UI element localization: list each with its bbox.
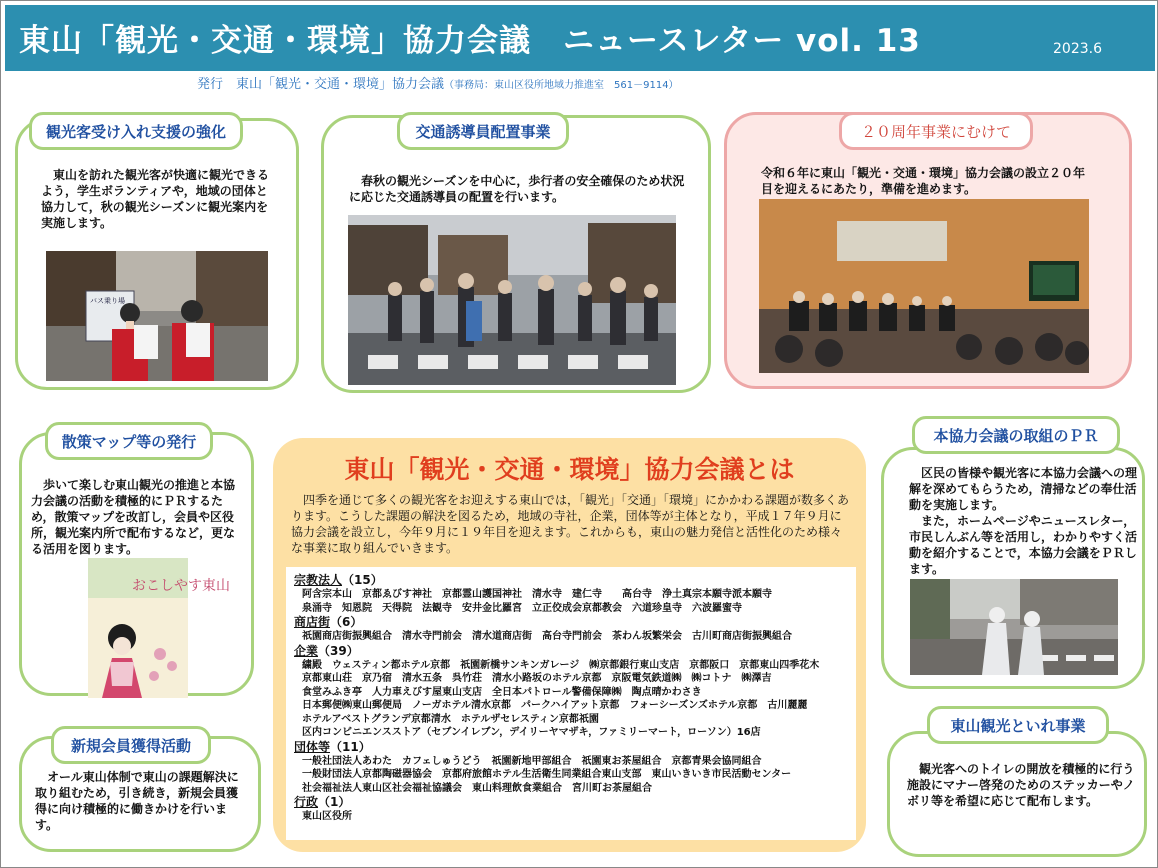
member-category-heading (294, 644, 848, 659)
member-category-heading (294, 795, 848, 810)
member-category-name: 宗教法人 (294, 573, 343, 587)
member-category-name: 行政 (294, 795, 319, 809)
conference-photo (759, 199, 1089, 373)
member-list-line: 繍殿 ウェスティン都ホテル京都 祇園新橋サンキンガレージ ㈱京都銀行東山支店 京都阪口 京都東山四季花木 (302, 659, 820, 671)
anniversary-heading: ２０周年事業にむけて (839, 112, 1033, 150)
traffic-guide-text: 春秋の観光シーズンを中心に，歩行者の安全確保のため状況に応じた交通誘導員の配置を行います。 (349, 174, 685, 204)
member-list-line: ホテルアベストグランデ京都清水 ホテルザセレスティン京都祇園 (302, 713, 599, 725)
anniversary-text: 令和６年に東山「観光・交通・環境」協力会議の設立２０年目を迎えるにあたり，準備を進めます。 (761, 166, 1086, 196)
bus-stop-sign-text: バス乗り場 (90, 297, 125, 305)
walking-map-heading: 散策マップ等の発行 (45, 422, 213, 460)
member-category-heading (294, 615, 848, 630)
issue-date: 2023.6 (1053, 41, 1102, 57)
member-list-line: 泉涌寺 知恩院 天得院 法観寺 安井金比羅宮 立正佼成会京都教会 六道珍皇寺 六波羅蜜寺 (302, 602, 742, 614)
member-list-line: 東山区役所 (302, 811, 352, 822)
member-category-count: （6） (330, 615, 363, 629)
member-list-line: 祇園商店街振興組合 清水寺門前会 清水道商店街 高台寺門前会 茶わん坂繁栄会 古川町商店街振興組合 (302, 631, 792, 642)
member-category-heading (294, 573, 848, 588)
crosswalk-photo (348, 215, 676, 385)
publisher-name: 発行 東山「観光・交通・環境」協力会議 (197, 77, 445, 92)
member-list-line: 社会福祉法人東山区社会福祉協議会 東山料理飲食業組合 宮川町お茶屋組合 (302, 782, 652, 794)
member-category-name: 団体等 (294, 739, 331, 754)
member-list-line: 食堂みふき亭 人力車えびす屋東山支店 全日本パトロール警備保障㈱ 陶点晴かわさき (302, 686, 702, 698)
publisher-line (197, 73, 679, 92)
member-list-line: 一般社団法人あわた カフェしゅうどう 祇園新地甲部組合 祇園東お茶屋組合 京都青果会協同組合 (302, 755, 762, 767)
member-list-line: 阿含宗本山 京都ゑびす神社 京都霊山護国神社 清水寺 建仁寺 高台寺 浄土真宗本願寺派本願寺 (302, 589, 772, 600)
member-list-line: 京都東山荘 京乃宿 清水五条 呉竹荘 清水小路坂のホテル京都 京阪電気鉄道㈱ ㈱コトナ ㈱澤吉 (302, 673, 772, 684)
map-cover-image (88, 558, 230, 698)
map-cover-text: おこしやす東山 (132, 578, 230, 594)
toilet-heading: 東山観光といれ事業 (927, 706, 1109, 744)
member-list (286, 567, 856, 840)
pr-heading: 本協力会議の取組のＰＲ (912, 416, 1120, 454)
header-banner (5, 5, 1155, 71)
newsletter-title: 東山「観光・交通・環境」協力会議 ニュースレター vol. 13 (19, 23, 921, 59)
member-list-line: 区内コンビニエンスストア（セブンイレブン，デイリーヤマザキ，ファミリーマート，ローソン）16店 (302, 727, 761, 738)
tourist-support-heading: 観光客受け入れ支援の強化 (29, 112, 243, 150)
tourist-guide-photo (46, 251, 268, 381)
council-overview-intro: 四季を通じて多くの観光客をお迎えする東山では，「観光」「交通」「環境」にかかわる課題が数多くあります。こうした課題の解決を図るため，地域の寺社，企業，団体等が主体となり，平成１７年９月に協力会議を設立し，今年９月に１９年目を迎えます。これからも，東山の魅力発信と活性化のため様々な事業に取り組んでいきます。 (291, 493, 850, 555)
walking-map-text: 歩いて楽しむ東山観光の推進と本協力会議の活動を積極的にＰＲするため，散策マップを改訂し，会員や区役所，観光案内所で配布するなど，更なる活用を図ります。 (31, 478, 236, 556)
traffic-guide-heading: 交通誘導員配置事業 (397, 112, 569, 150)
pr-text: 区民の皆様や観光客に本協力会議への理解を深めてもらうため，清掃などの奉仕活動を実施します。 また，ホームページやニュースレター，市民しんぶん等を活用し，わかりやすく活動を紹介することで，本協力会議をＰＲします。 (909, 466, 1138, 576)
new-member-text: オール東山体制で東山の課題解決に取り組むため，引き続き，新規会員獲得に向け積極的に働きかけを行います。 (35, 770, 239, 832)
member-category-name: 企業 (294, 643, 319, 658)
tourist-support-text: 東山を訪れた観光客が快適に観光できるよう，学生ボランティアや，地域の団体と協力して，秋の観光シーズンに観光案内を実施します。 (41, 168, 270, 230)
member-list-line: 日本郵便㈱東山郵便局 ノーガホテル清水京都 パークハイアット京都 フォーシーズンズホテル京都 古川麗麗 (302, 700, 808, 711)
cleanup-photo (910, 579, 1118, 675)
member-category-heading (294, 740, 848, 755)
council-overview-box (273, 438, 866, 852)
new-member-heading: 新規会員獲得活動 (51, 726, 211, 764)
member-category-count: （1） (318, 795, 351, 809)
member-category-count: （39） (318, 643, 359, 658)
council-overview-title: 東山「観光・交通・環境」協力会議とは (344, 455, 795, 484)
member-category-name: 商店街 (294, 615, 331, 629)
member-category-count: （15） (342, 573, 383, 587)
member-category-count: （11） (330, 739, 371, 754)
toilet-text: 観光客へのトイレの開放を積極的に行う施設にマナー啓発のためのステッカーやノボリ等を希望に応じて配布します。 (907, 762, 1135, 808)
publisher-note: （事務局：東山区役所地域力推進室 561－9114） (444, 80, 679, 91)
member-list-line: 一般財団法人京都陶磁器協会 京都府旅館ホテル生活衛生同業組合東山支部 東山いきいき市民活動センター (302, 769, 792, 780)
